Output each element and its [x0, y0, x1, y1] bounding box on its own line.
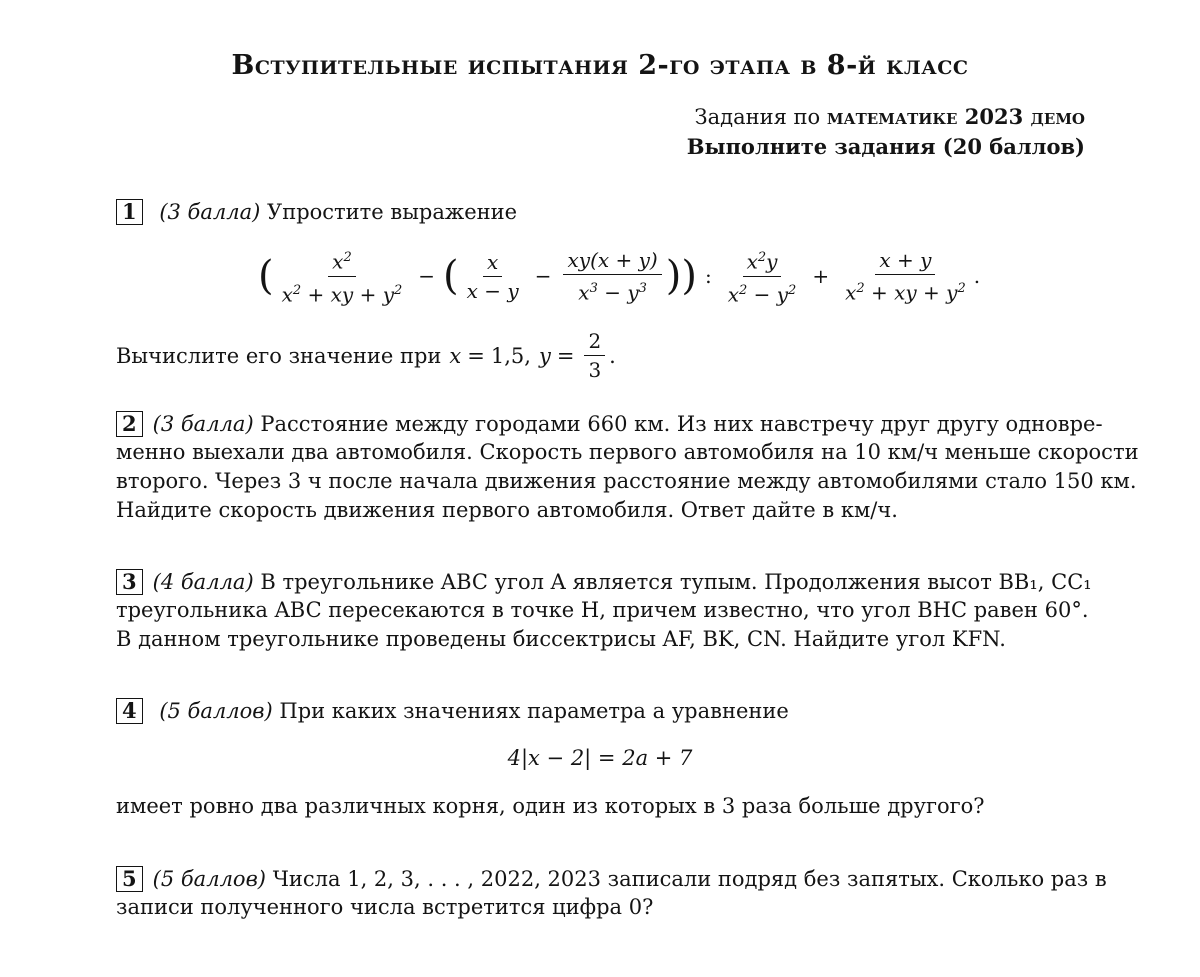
task-5-line-1: [116, 866, 1107, 892]
task-3-line-3: В данном треугольнике проведены биссектрисы AF, BK, CN. Найдите угол KFN.: [116, 627, 1006, 651]
subject-prefix: Задания по: [694, 105, 827, 129]
task-4-equation: 4|x − 2| = 2a + 7: [507, 746, 693, 770]
task-text: При каких значениях параметра a уравнение: [279, 699, 789, 723]
task-number-badge: 5: [116, 866, 143, 892]
task-number-badge: 3: [116, 569, 143, 595]
task-text: Расстояние между городами 660 км. Из них навстречу друг другу одновре-: [260, 412, 1103, 436]
task-4-after: имеет ровно два различных корня, один из которых в 3 раза больше другого?: [116, 794, 985, 818]
task-points: (4 балла): [152, 570, 254, 594]
task-number-badge: 2: [116, 411, 143, 437]
task-after-text: Вычислите его значение при: [116, 343, 442, 368]
task-2-line-2: менно выехали два автомобиля. Скорость первого автомобиля на 10 км/ч меньше скорости: [116, 440, 1139, 464]
task-2-line-4: Найдите скорость движения первого автомобиля. Ответ дайте в км/ч.: [116, 498, 898, 522]
task-number-badge: 4: [116, 698, 143, 724]
task-1-heading: [116, 199, 517, 225]
task-2-line-3: второго. Через 3 ч после начала движения расстояние между автомобилями стало 150 км.: [116, 469, 1137, 493]
task-2-line-1: [116, 411, 1103, 437]
task-text: Числа 1, 2, 3, . . . , 2022, 2023 записали подряд без запятых. Сколько раз в: [272, 867, 1107, 891]
page-title: Вступительные испытания 2-го этапа в 8-й класс: [231, 50, 969, 81]
task-points: (5 баллов): [159, 699, 273, 723]
task-text: Упростите выражение: [267, 200, 518, 224]
task-5-line-2: записи полученного числа встретится цифра 0?: [116, 895, 654, 919]
task-4-heading: [116, 698, 789, 724]
task-number-badge: 1: [116, 199, 143, 225]
task-1-evaluate: Вычислите его значение при x = 1,5, y = $\frac{2}{3}$ .: [116, 329, 616, 382]
instruction-line: Выполните задания (20 баллов): [686, 134, 1085, 159]
task-3-line-1: [116, 569, 1092, 595]
subject-line: [695, 104, 1085, 129]
task-1-formula: ( $\frac{x^2}{x^2 + xy + y^2}$ − ( $\frac{x}{x - y}$ − $\frac{xy(x + y)}{x^3 - y^3}$ )) : $\frac{x^2y}{x^2 - y^2}$ + $\frac{x + y}{x^2 + xy + y^2}$ .: [258, 247, 981, 307]
task-points: (3 балла): [159, 200, 261, 224]
subject-name: математике 2023 демо: [826, 104, 1085, 129]
task-text: В треугольнике ABC угол A является тупым. Продолжения высот BB₁, CC₁: [260, 570, 1092, 594]
task-points: (5 баллов): [152, 867, 266, 891]
task-points: (3 балла): [152, 412, 254, 436]
task-3-line-2: треугольника ABC пересекаются в точке H, причем известно, что угол BHC равен 60°.: [116, 598, 1089, 622]
